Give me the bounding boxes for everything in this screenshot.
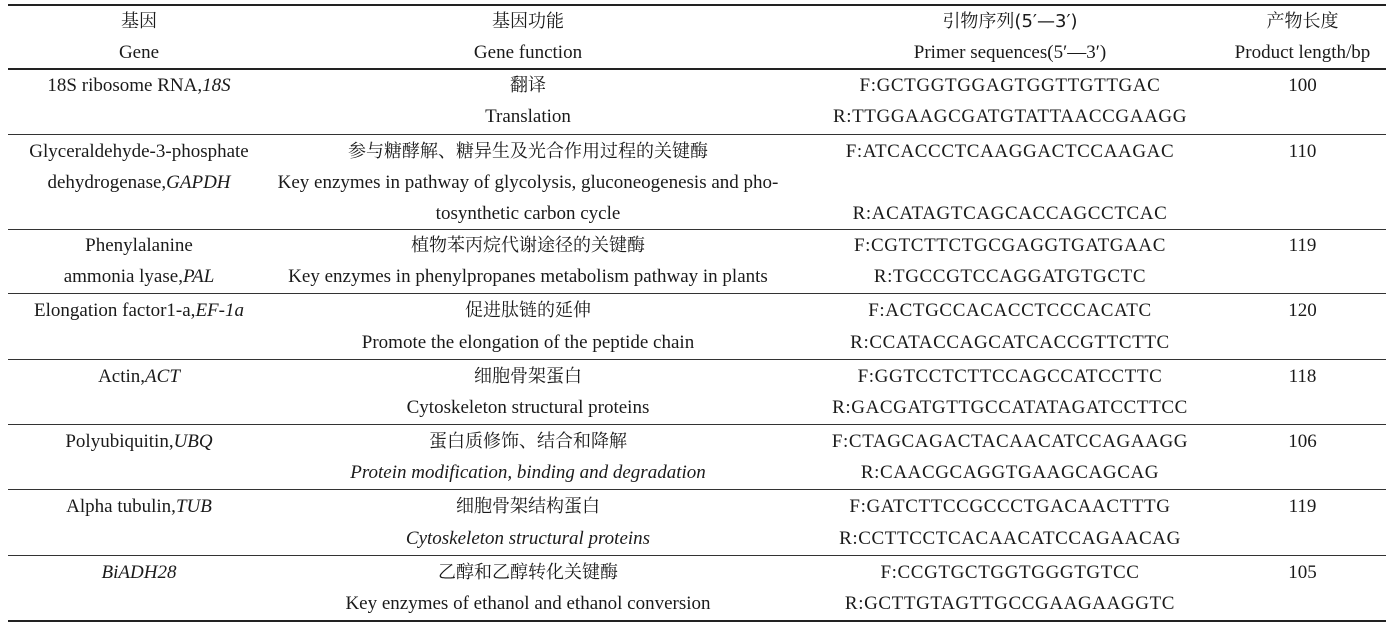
product-length: 100 <box>1288 75 1317 96</box>
gene-abbr: ACT <box>145 366 180 387</box>
product-length: 118 <box>1288 366 1317 387</box>
function-zh: 乙醇和乙醇转化关键酶 <box>438 562 618 583</box>
gene-name: Alpha tubulin, <box>66 496 176 517</box>
gene-name: Actin, <box>98 366 146 387</box>
primer-reverse: R:TGCCGTCCAGGATGTGCTC <box>873 266 1147 287</box>
function-zh: 参与糖酵解、糖异生及光合作用过程的关键酶 <box>348 141 708 162</box>
header-length-en: Product length/bp <box>1234 42 1371 63</box>
header-gene-zh: 基因 <box>121 11 157 32</box>
gene-cell-18s <box>8 70 270 101</box>
gene-name: 18S ribosome RNA, <box>47 75 203 96</box>
primer-forward: F:GCTGGTGGAGTGGTTGTTGAC <box>859 75 1161 96</box>
gene-name: Polyubiquitin, <box>65 431 174 452</box>
primer-forward: F:GATCTTCCGCCCTGACAACTTTG <box>849 496 1171 517</box>
header-function-zh: 基因功能 <box>492 11 564 32</box>
primer-forward: F:ACTGCCACACCTCCCACATC <box>868 300 1152 321</box>
gene-line1: Glyceraldehyde-3-phosphate <box>29 141 249 162</box>
gene-cell-act <box>8 361 270 392</box>
gene-abbr: 18S <box>202 75 231 96</box>
primer-forward: F:CGTCTTCTGCGAGGTGATGAAC <box>853 235 1167 256</box>
function-en: Cytoskeleton structural proteins <box>406 397 650 418</box>
product-length: 110 <box>1288 141 1317 162</box>
gene-cell-tub <box>8 491 270 522</box>
product-length: 119 <box>1288 496 1317 517</box>
gene-abbr: UBQ <box>173 431 213 452</box>
gene-cell-gapdh <box>8 167 270 198</box>
function-en-line1: Key enzymes in pathway of glycolysis, gluconeogenesis and pho- <box>277 172 779 193</box>
gene-abbr: GAPDH <box>166 172 231 193</box>
header-length-zh: 产物长度 <box>1266 11 1339 32</box>
row-separator <box>8 134 1386 135</box>
gene-cell-ef1a <box>8 295 270 326</box>
gene-name: Elongation factor1-a, <box>34 300 196 321</box>
row-separator <box>8 424 1386 425</box>
primer-reverse: R:CCTTCCTCACAACATCCAGAACAG <box>839 528 1181 549</box>
row-separator <box>8 555 1386 556</box>
primer-reverse: R:TTGGAAGCGATGTATTAACCGAAGG <box>832 106 1188 127</box>
table-bottom-rule <box>8 620 1386 622</box>
function-en: Translation <box>485 106 571 127</box>
product-length: 119 <box>1288 235 1317 256</box>
function-en: Key enzymes of ethanol and ethanol conversion <box>345 593 711 614</box>
header-primer-en: Primer sequences(5′—3′) <box>913 42 1107 63</box>
function-zh: 植物苯丙烷代谢途径的关键酶 <box>411 235 645 256</box>
product-length: 106 <box>1288 431 1317 452</box>
header-function-en: Gene function <box>473 42 583 63</box>
function-zh: 细胞骨架结构蛋白 <box>456 496 600 517</box>
primer-reverse: R:ACATAGTCAGCACCAGCCTCAC <box>852 203 1168 224</box>
primer-forward: F:ATCACCCTCAAGGACTCCAAGAC <box>845 141 1175 162</box>
function-zh: 蛋白质修饰、结合和降解 <box>429 431 627 452</box>
gene-line1: Phenylalanine <box>85 235 193 256</box>
function-en: Cytoskeleton structural proteins <box>405 528 651 549</box>
gene-name: dehydrogenase, <box>47 172 167 193</box>
primer-reverse: R:GACGATGTTGCCATATAGATCCTTCC <box>832 397 1188 418</box>
gene-name: ammonia lyase, <box>63 266 183 287</box>
product-length: 105 <box>1288 562 1317 583</box>
function-zh: 细胞骨架蛋白 <box>474 366 582 387</box>
primer-reverse: R:CAACGCAGGTGAAGCAGCAG <box>860 462 1160 483</box>
function-en-line2: tosynthetic carbon cycle <box>435 203 621 224</box>
gene-abbr: EF-1a <box>195 300 244 321</box>
function-zh: 促进肽链的延伸 <box>465 300 591 321</box>
gene-abbr: PAL <box>182 266 215 287</box>
row-separator <box>8 489 1386 490</box>
row-separator <box>8 293 1386 294</box>
gene-cell-ubq <box>8 426 270 457</box>
function-en: Key enzymes in phenylpropanes metabolism pathway in plants <box>288 266 768 287</box>
gene-cell-pal <box>8 261 270 292</box>
row-separator <box>8 359 1386 360</box>
gene-abbr: TUB <box>175 496 212 517</box>
primer-forward: F:GGTCCTCTTCCAGCCATCCTTC <box>857 366 1163 387</box>
gene-cell-biadh28: BiADH28 <box>101 562 177 583</box>
product-length: 120 <box>1288 300 1317 321</box>
primer-reverse: R:CCATACCAGCATCACCGTTCTTC <box>850 332 1170 353</box>
function-zh: 翻译 <box>510 75 546 96</box>
header-primer-zh: 引物序列(5′—3′) <box>942 11 1078 32</box>
primer-reverse: R:GCTTGTAGTTGCCGAAGAAGGTC <box>844 593 1176 614</box>
primer-forward: F:CTAGCAGACTACAACATCCAGAAGG <box>831 431 1189 452</box>
function-en: Protein modification, binding and degradation <box>350 462 706 483</box>
header-gene-en: Gene <box>118 42 160 63</box>
function-en: Promote the elongation of the peptide chain <box>361 332 695 353</box>
primer-forward: F:CCGTGCTGGTGGGTGTCC <box>880 562 1140 583</box>
